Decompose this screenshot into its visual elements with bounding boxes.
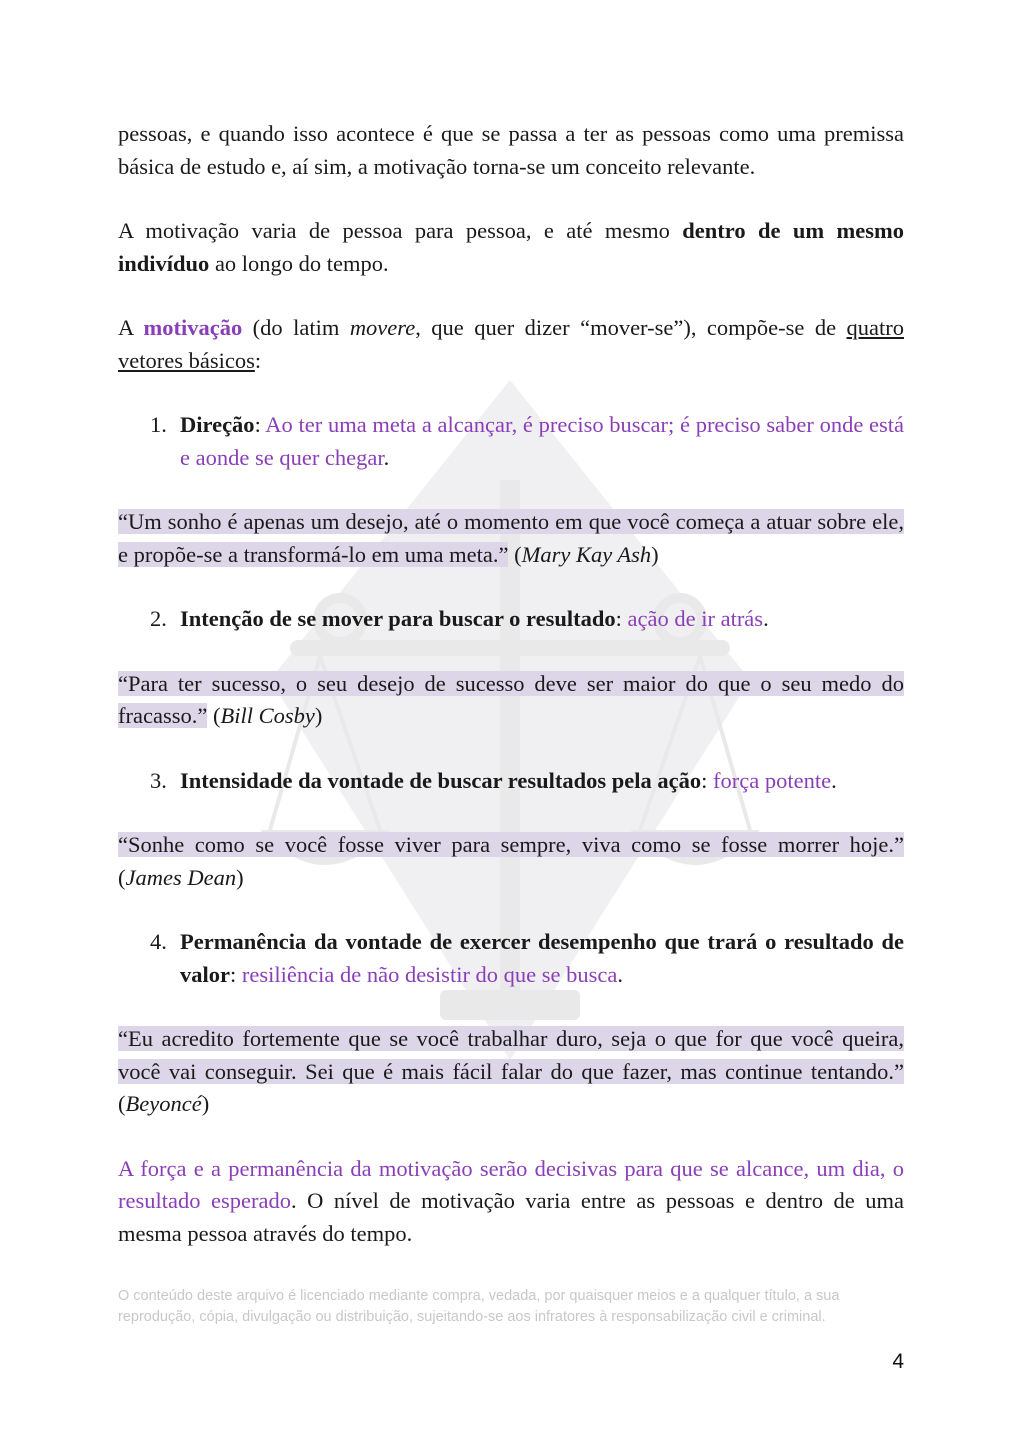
period: . [617,961,624,987]
separator: : [615,606,628,631]
item-title: Intenção de se mover para buscar o resultado [180,606,616,631]
quote-author: Bill Cosby [220,703,315,728]
paragraph-definition [118,312,904,377]
paragraph-variation [118,215,904,280]
list-item [150,926,904,991]
quote-text: “Um sonho é apenas um desejo, até o momento em que você começa a atuar sobre ele, e propõe-se a transformá-lo em uma meta.” [118,509,904,567]
list-number: 4. [150,929,167,954]
separator: : [701,767,714,793]
item-description: força potente [713,767,832,793]
list-number: 2. [150,606,167,631]
list-item [150,765,904,798]
quote: “Eu acredito fortemente que se você trabalhar duro, seja o que for que você queira, você vai conseguir. Sei que é mais fácil falar do que fazer, mas continue tentando.” (Beyoncé) [118,1026,904,1116]
quote-author: Mary Kay Ash [521,541,652,567]
quote-text: “Sonhe como se você fosse viver para sempre, viva como se fosse morrer hoje.” [118,832,904,857]
latim-term: movere [349,315,416,340]
separator: : [254,412,266,437]
closing-highlight: A força e a permanência da motivação serão decisivas para que se alcance, um dia, o resultado esperado [118,1155,904,1213]
text: : [254,347,262,373]
text: ao longo do tempo. [209,250,389,276]
period: . [383,444,390,470]
quote: “Para ter sucesso, o seu desejo de sucesso deve ser maior do que o seu medo do fracasso.” (Bill Cosby) [118,670,904,728]
copyright-footer: O conteúdo deste arquivo é licenciado mediante compra, vedada, por quaisquer meios e a qualquer título, a sua reprodução, cópia, divulgação ou distribuição, sujeitando-se aos infratores à responsabilização civil e criminal. [118,1288,840,1325]
quote-text: “Eu acredito fortemente que se você trabalhar duro, seja o que for que você queira, você vai conseguir. Sei que é mais fácil falar do que fazer, mas continue tentando.” [118,1026,904,1084]
quote-text: “Para ter sucesso, o seu desejo de sucesso deve ser maior do que o seu medo do fracasso.” [118,670,904,728]
item-description: resiliência de não desistir do que se busca [241,961,618,987]
quote: “Sonhe como se você fosse viver para sempre, viva como se fosse morrer hoje.” (James Dean) [118,832,904,890]
period: . [831,767,837,793]
paragraph-intro: pessoas, e quando isso acontece é que se passa a ter as pessoas como uma premissa básica de estudo e, aí sim, a motivação torna-se um conceito relevante. [118,121,904,179]
quote-author: Beyoncé [125,1091,202,1116]
list-number: 1. [150,412,167,437]
list-number: 3. [150,767,167,793]
text: A motivação varia de pessoa para pessoa, e até mesmo [118,218,683,243]
paragraph-closing [118,1153,904,1251]
keyword-motivacao: motivação [143,315,243,340]
page-number: 4 [892,1350,904,1373]
item-description: ação de ir atrás [627,606,764,631]
text: , que quer dizer “mover-se”), compõe-se de [415,315,847,340]
underlined-text: quatro vetores básicos [118,315,904,373]
text: (do latim [242,315,350,340]
item-title: Permanência da vontade de exercer desempenho que trará o resultado de valor [180,929,904,987]
text: A [118,315,144,340]
quote-author: James Dean [125,864,237,890]
closing-text: . O nível de motivação varia entre as pessoas e dentro de uma mesma pessoa através do tempo. [118,1188,904,1246]
document-body [118,118,904,1250]
item-title: Intensidade da vontade de buscar resultados pela ação [180,767,702,793]
item-description: Ao ter uma meta a alcançar, é preciso buscar; é preciso saber onde está e aonde se quer chegar [180,412,904,470]
list-item [150,409,904,474]
period: . [763,606,769,631]
bold-text: dentro de um mesmo indivíduo [118,218,904,276]
quote: “Um sonho é apenas um desejo, até o momento em que você começa a atuar sobre ele, e propõe-se a transformá-lo em uma meta.” (Mary Kay Ash) [118,509,904,567]
list-item [150,603,904,636]
separator: : [230,961,242,987]
item-title: Direção [180,412,255,437]
